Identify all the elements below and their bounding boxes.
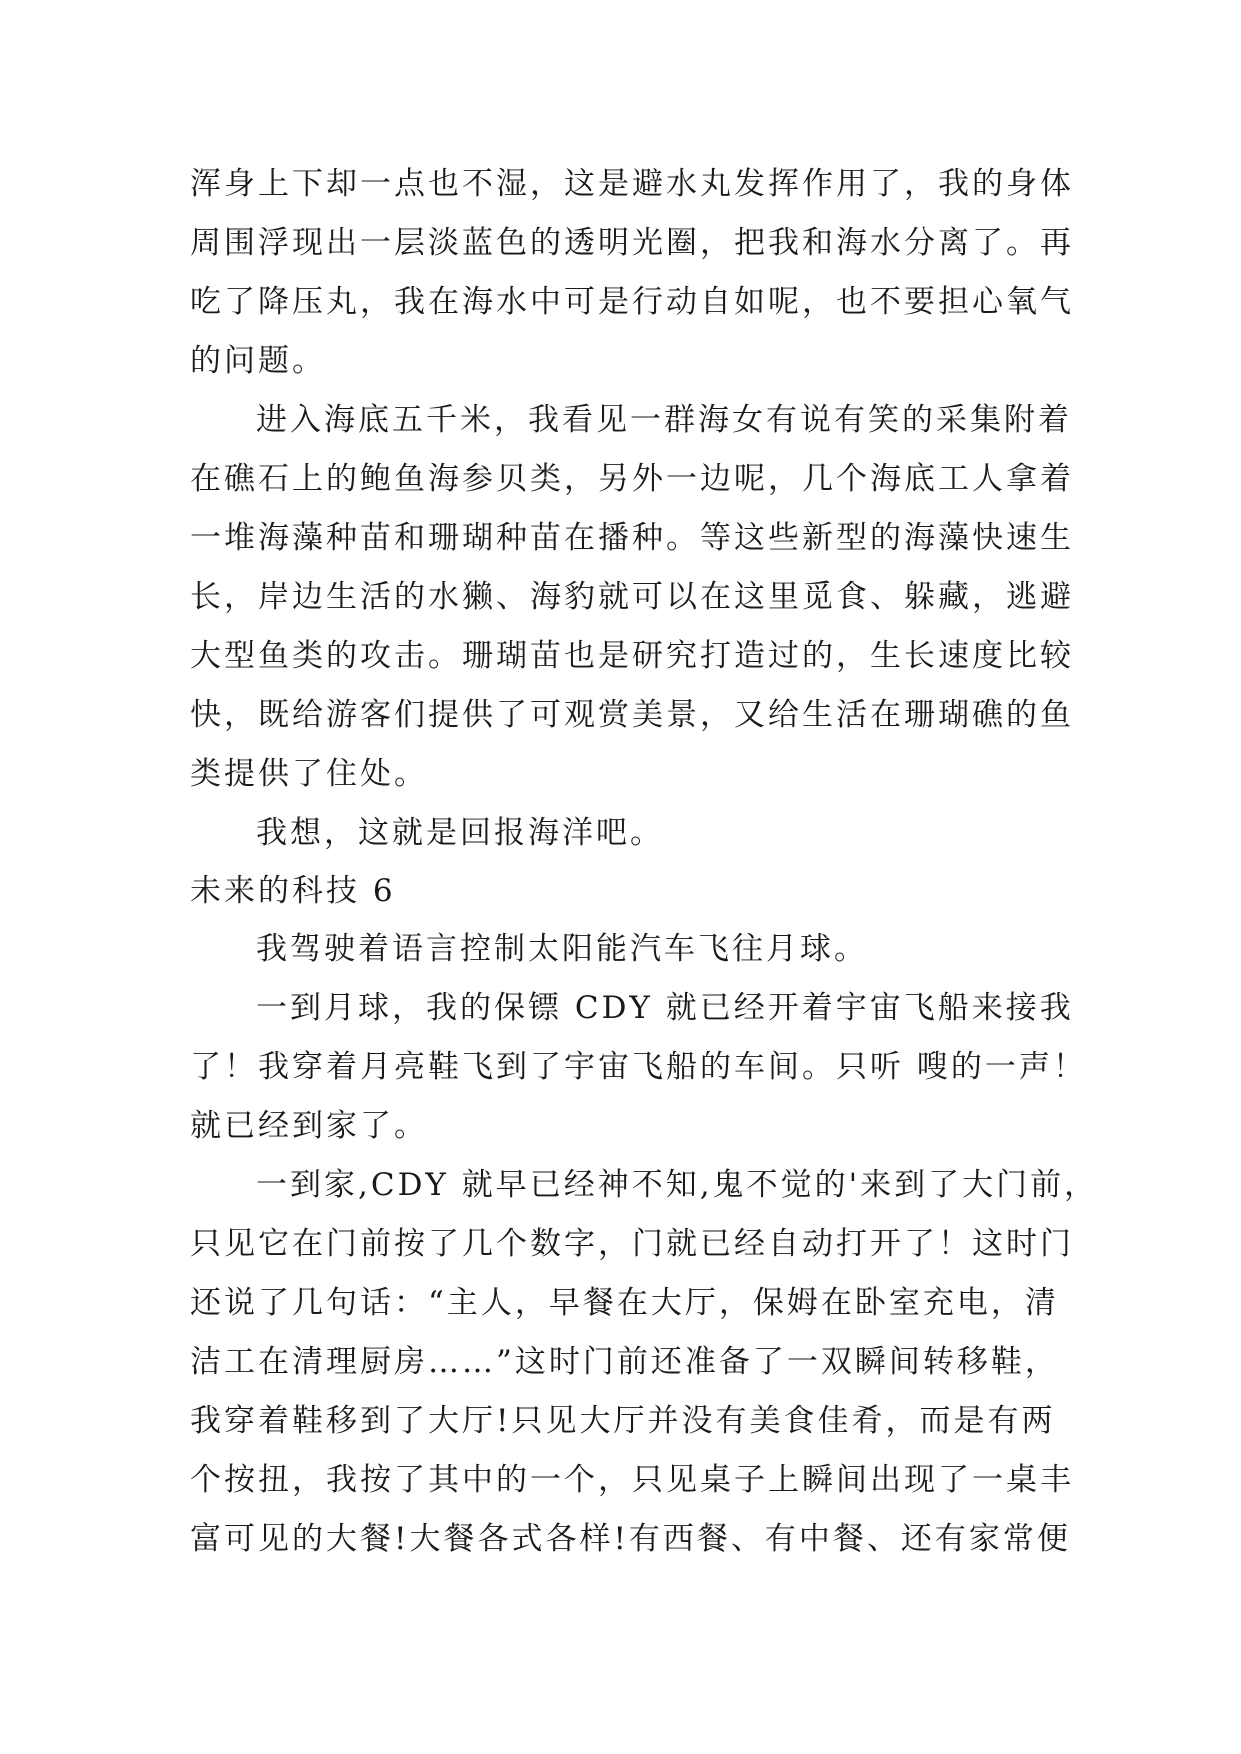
paragraph-line: 还说了几句话：“主人，早餐在大厅，保姆在卧室充电，清 [190,1285,1059,1321]
paragraph-line: 洁工在清理厨房……”这时门前还准备了一双瞬间转移鞋， [190,1344,1059,1380]
paragraph-line: 长，岸边生活的水獭、海豹就可以在这里觅食、躲藏，逃避 [190,579,1074,615]
paragraph-line: 的问题。 [190,343,326,379]
paragraph-line: 进入海底五千米，我看见一群海女有说有笑的采集附着 [256,402,1072,438]
paragraph-line: 周围浮现出一层淡蓝色的透明光圈，把我和海水分离了。再 [190,225,1074,261]
paragraph-line: 一到月球，我的保镖 CDY 就已经开着宇宙飞船来接我 [256,990,1074,1026]
paragraph-line: 我驾驶着语言控制太阳能汽车飞往月球。 [256,931,868,967]
document-body [190,155,1099,1569]
paragraph-line: 吃了降压丸，我在海水中可是行动自如呢，也不要担心氧气 [190,284,1074,320]
paragraph-line: 个按扭，我按了其中的一个，只见桌子上瞬间出现了一桌丰 [190,1462,1074,1498]
paragraph-line: 大型鱼类的攻击。珊瑚苗也是研究打造过的，生长速度比较 [190,638,1074,674]
paragraph-line: 一堆海藻种苗和珊瑚种苗在播种。等这些新型的海藻快速生 [190,520,1074,556]
paragraph-line: 我想，这就是回报海洋吧。 [256,815,664,851]
paragraph-line: 就已经到家了。 [190,1108,428,1144]
paragraph-line: 我穿着鞋移到了大厅!只见大厅并没有美食佳肴，而是有两 [190,1403,1056,1439]
paragraph-line: 只见它在门前按了几个数字，门就已经自动打开了！这时门 [190,1226,1074,1262]
paragraph-line: 快，既给游客们提供了可观赏美景，又给生活在珊瑚礁的鱼 [190,697,1074,733]
paragraph-line: 在礁石上的鲍鱼海参贝类，另外一边呢，几个海底工人拿着 [190,461,1074,497]
paragraph-line: 富可见的大餐!大餐各式各样!有西餐、有中餐、还有家常便 [190,1521,1071,1557]
paragraph-line: 浑身上下却一点也不湿，这是避水丸发挥作用了，我的身体 [190,166,1074,202]
paragraph-line: 类提供了住处。 [190,756,428,792]
section-heading: 未来的科技 6 [190,873,396,909]
paragraph-line: 一到家,CDY 就早已经神不知,鬼不觉的'来到了大门前， [256,1167,1099,1203]
paragraph-line: 了！我穿着月亮鞋飞到了宇宙飞船的车间。只听 嗖的一声！ [190,1049,1087,1085]
